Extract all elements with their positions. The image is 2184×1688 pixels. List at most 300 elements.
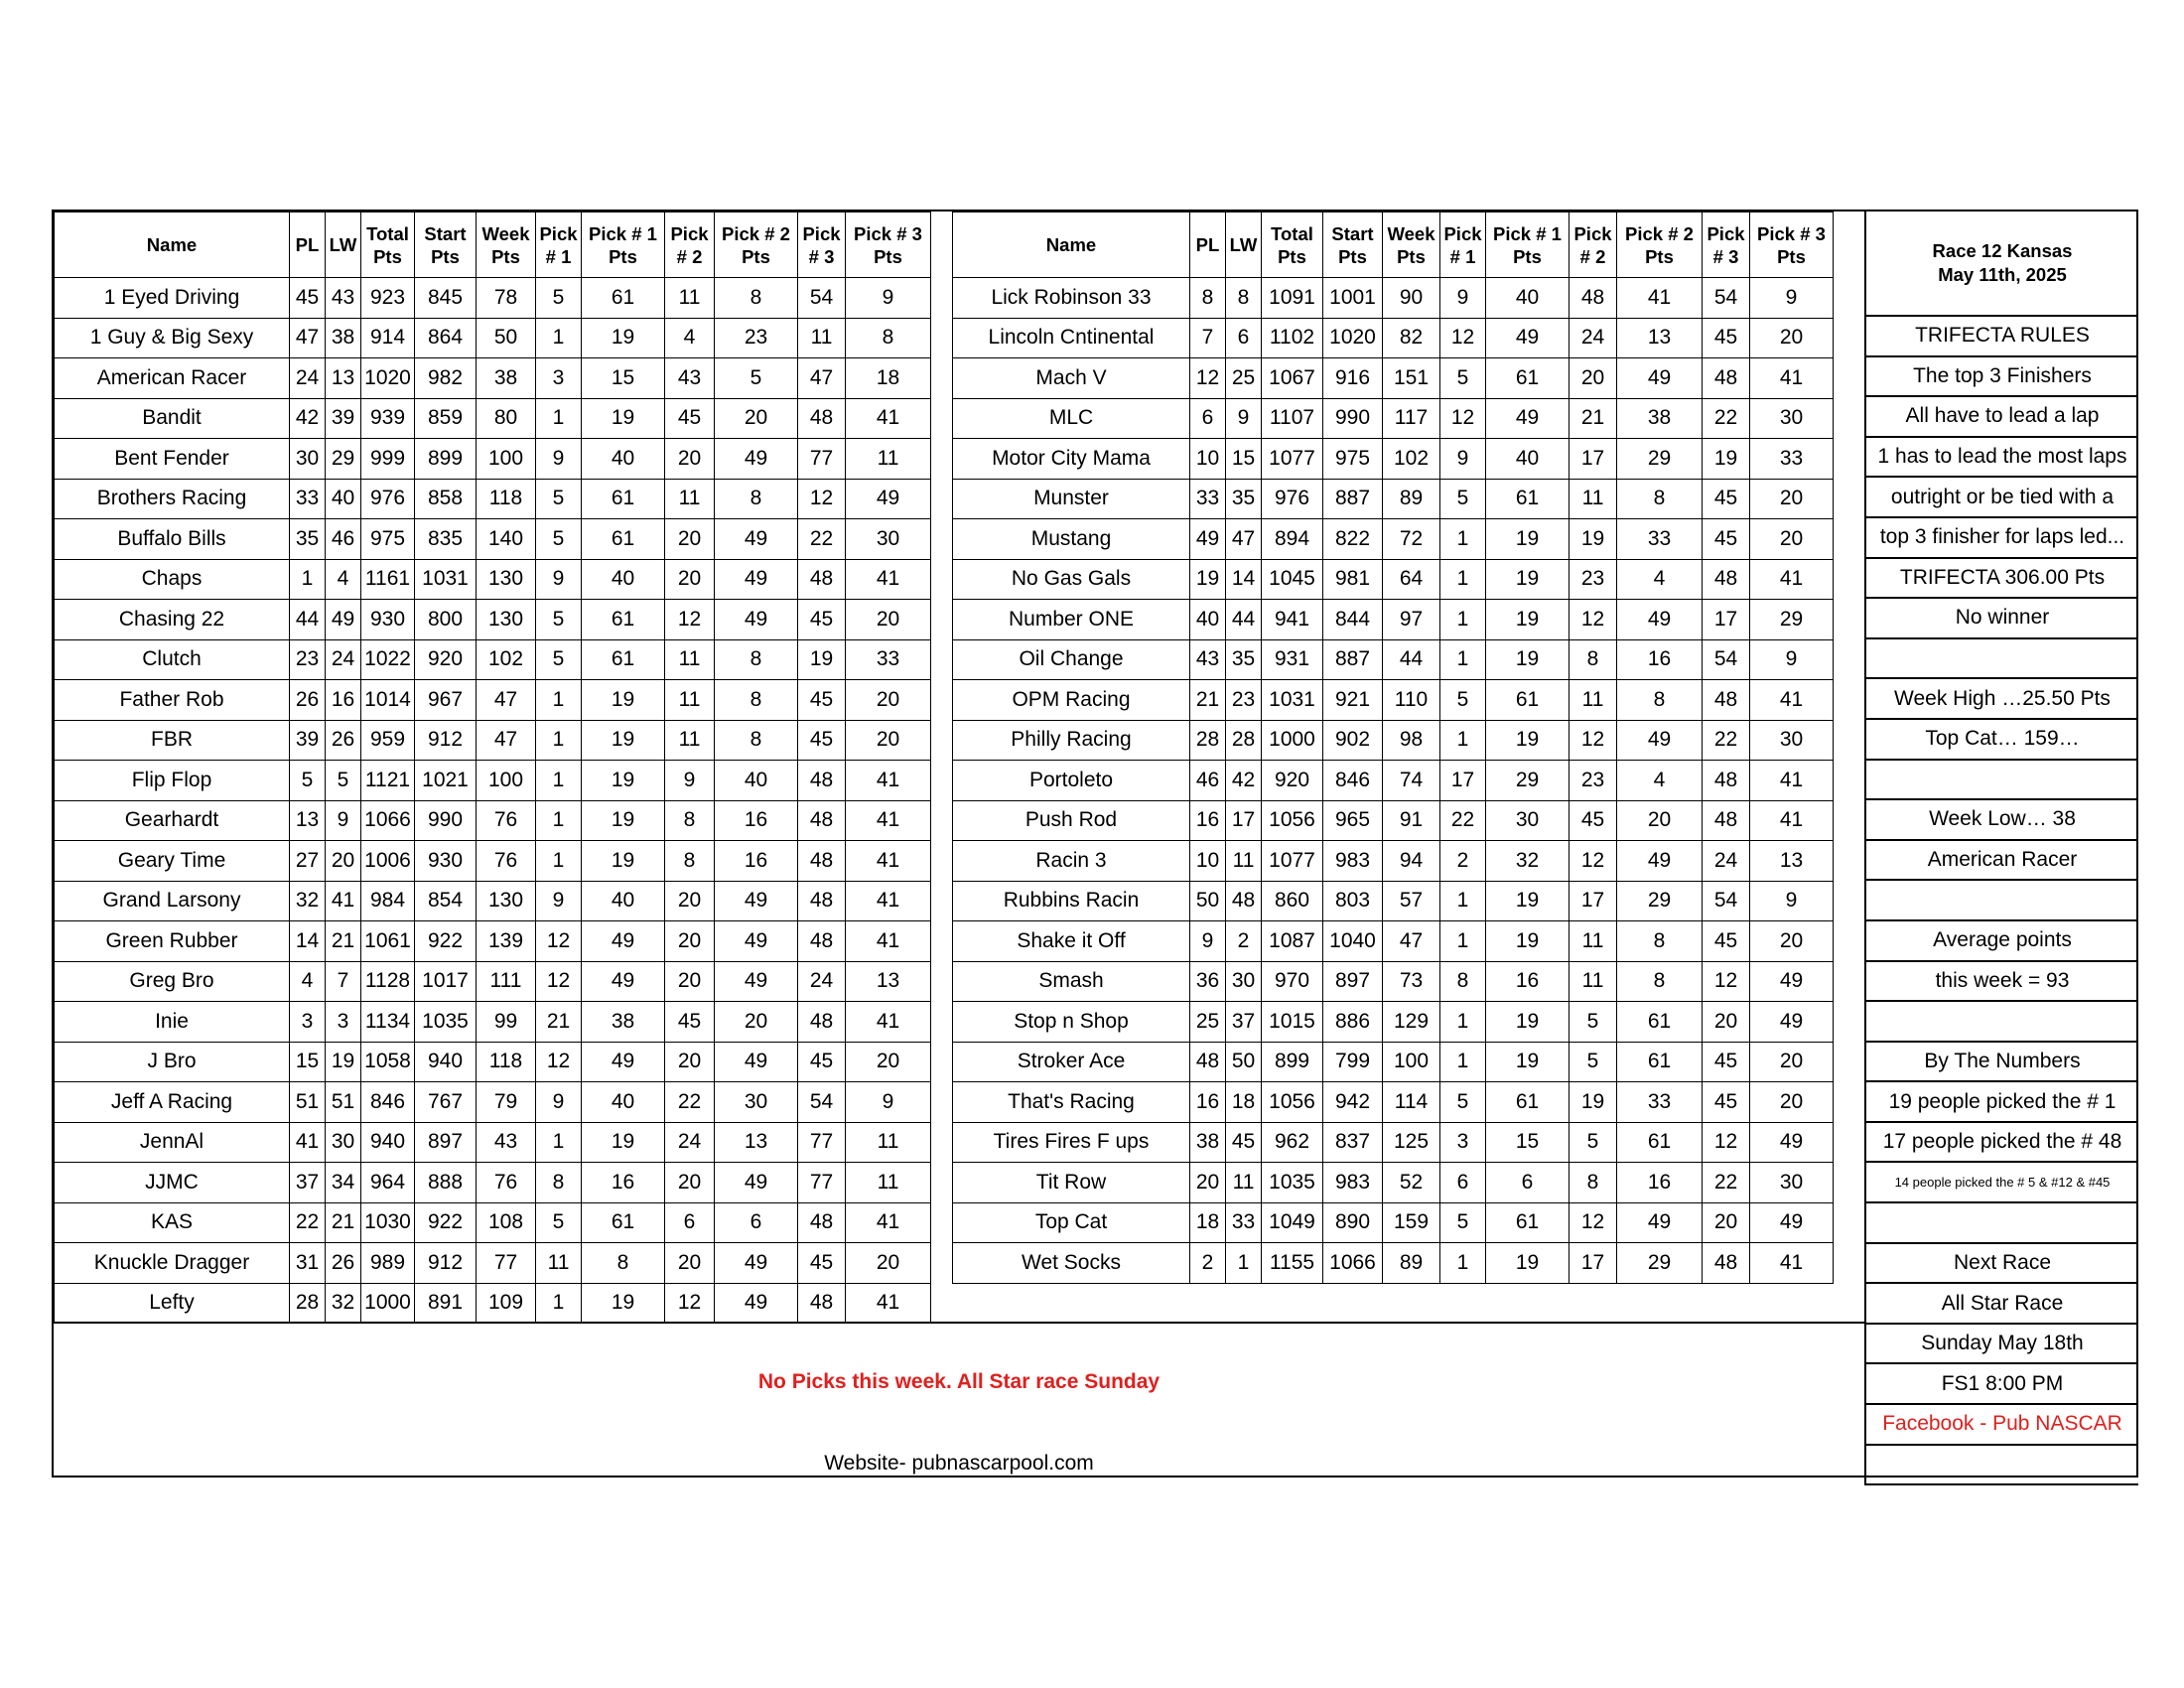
left-cell-pl: 42: [290, 398, 326, 439]
right-cell-pick2pts: 38: [1617, 398, 1703, 439]
left-cell-pick3: 48: [798, 1002, 846, 1043]
left-cell-total: 1022: [361, 639, 415, 680]
table-row: [953, 1002, 1834, 1043]
info-line: By The Numbers: [1864, 1043, 2138, 1083]
table-row: [55, 881, 931, 921]
right-cell-lw: 11: [1226, 1163, 1262, 1203]
right-cell-lw: 25: [1226, 358, 1262, 399]
left-cell-pick3: 45: [798, 1042, 846, 1082]
right-cell-week: 91: [1383, 800, 1440, 841]
left-cell-pick1pts: 40: [582, 881, 665, 921]
right-cell-pick1: 1: [1440, 639, 1486, 680]
right-cell-pick2pts: 4: [1617, 761, 1703, 801]
right-cell-pick2: 17: [1570, 439, 1617, 480]
right-cell-pick1: 1: [1440, 1042, 1486, 1082]
left-cell-start: 967: [415, 680, 477, 721]
right-cell-pick1pts: 19: [1486, 1002, 1570, 1043]
left-cell-pl: 4: [290, 961, 326, 1002]
right-cell-total: 860: [1262, 881, 1323, 921]
left-cell-name: 1 Guy & Big Sexy: [55, 318, 290, 358]
right-cell-pick1: 9: [1440, 278, 1486, 319]
right-cell-name: Munster: [953, 479, 1190, 519]
right-cell-lw: 45: [1226, 1122, 1262, 1163]
left-cell-pl: 28: [290, 1283, 326, 1324]
info-line: The top 3 Finishers: [1864, 357, 2138, 398]
left-cell-lw: 19: [326, 1042, 361, 1082]
right-cell-lw: 6: [1226, 318, 1262, 358]
right-cell-start: 1066: [1323, 1243, 1383, 1284]
right-cell-pick1pts: 61: [1486, 358, 1570, 399]
right-cell-pick1: 1: [1440, 519, 1486, 560]
right-cell-week: 89: [1383, 1243, 1440, 1284]
right-cell-pick2: 24: [1570, 318, 1617, 358]
left-cell-pl: 13: [290, 800, 326, 841]
right-cell-pick3: 12: [1703, 1122, 1750, 1163]
left-cell-name: Clutch: [55, 639, 290, 680]
col-pick1: Pick # 1: [536, 212, 582, 278]
right-cell-pick3: 20: [1703, 1202, 1750, 1243]
left-cell-pick3pts: 11: [846, 1163, 931, 1203]
right-cell-pick1pts: 29: [1486, 761, 1570, 801]
left-cell-pick2: 11: [665, 479, 715, 519]
left-cell-start: 912: [415, 1243, 477, 1284]
right-cell-pick2pts: 8: [1617, 479, 1703, 519]
right-cell-start: 886: [1323, 1002, 1383, 1043]
left-cell-pick2: 6: [665, 1202, 715, 1243]
left-cell-pick3: 11: [798, 318, 846, 358]
right-cell-name: Mach V: [953, 358, 1190, 399]
right-cell-pick2: 12: [1570, 600, 1617, 640]
right-cell-pick3pts: 30: [1750, 720, 1834, 761]
left-cell-total: 930: [361, 600, 415, 640]
right-cell-total: 1067: [1262, 358, 1323, 399]
right-cell-name: Tit Row: [953, 1163, 1190, 1203]
left-cell-pl: 51: [290, 1082, 326, 1123]
left-cell-pl: 3: [290, 1002, 326, 1043]
left-cell-pick1: 8: [536, 1163, 582, 1203]
left-cell-pick1pts: 40: [582, 559, 665, 600]
right-cell-pick2pts: 29: [1617, 1243, 1703, 1284]
right-cell-pick2: 48: [1570, 278, 1617, 319]
right-cell-pick1: 22: [1440, 800, 1486, 841]
left-cell-pl: 44: [290, 600, 326, 640]
table-row: [55, 1202, 931, 1243]
left-cell-pick1pts: 61: [582, 278, 665, 319]
left-cell-pick2: 43: [665, 358, 715, 399]
table-row: [953, 600, 1834, 640]
right-cell-name: Lick Robinson 33: [953, 278, 1190, 319]
right-cell-week: 82: [1383, 318, 1440, 358]
left-cell-week: 139: [477, 921, 536, 962]
left-cell-pick2: 8: [665, 841, 715, 882]
table-row: [953, 479, 1834, 519]
right-cell-pick2pts: 8: [1617, 961, 1703, 1002]
right-cell-start: 921: [1323, 680, 1383, 721]
right-cell-start: 846: [1323, 761, 1383, 801]
left-cell-pick3: 48: [798, 1283, 846, 1324]
info-line: Week Low… 38: [1864, 800, 2138, 841]
col-pick1pts: Pick # 1 Pts: [1486, 212, 1570, 278]
left-cell-pick1pts: 19: [582, 318, 665, 358]
left-cell-pick2: 20: [665, 921, 715, 962]
left-cell-total: 1161: [361, 559, 415, 600]
right-cell-pick2: 11: [1570, 479, 1617, 519]
info-line: TRIFECTA RULES: [1864, 317, 2138, 357]
left-cell-pick2: 12: [665, 1283, 715, 1324]
left-cell-pick1pts: 40: [582, 439, 665, 480]
table-row: [55, 1163, 931, 1203]
info-line: TRIFECTA 306.00 Pts: [1864, 559, 2138, 600]
left-cell-start: 920: [415, 639, 477, 680]
right-cell-pick1: 1: [1440, 600, 1486, 640]
right-cell-pick1pts: 6: [1486, 1163, 1570, 1203]
left-cell-name: Grand Larsony: [55, 881, 290, 921]
right-cell-start: 1020: [1323, 318, 1383, 358]
col-lw: LW: [1226, 212, 1262, 278]
left-cell-week: 76: [477, 1163, 536, 1203]
race-title: Race 12 Kansas: [1932, 240, 2073, 261]
table-row: [953, 559, 1834, 600]
left-cell-pick1pts: 19: [582, 761, 665, 801]
right-cell-pick2pts: 13: [1617, 318, 1703, 358]
right-cell-total: 1077: [1262, 841, 1323, 882]
right-cell-pick2: 12: [1570, 841, 1617, 882]
right-cell-pick3: 48: [1703, 800, 1750, 841]
left-cell-start: 982: [415, 358, 477, 399]
left-cell-pick2: 22: [665, 1082, 715, 1123]
right-cell-pick3pts: 30: [1750, 1163, 1834, 1203]
left-cell-pick1pts: 19: [582, 720, 665, 761]
left-cell-pick2: 20: [665, 519, 715, 560]
left-cell-pick1pts: 19: [582, 1122, 665, 1163]
right-cell-pick1pts: 19: [1486, 881, 1570, 921]
right-cell-pick2pts: 33: [1617, 1082, 1703, 1123]
left-cell-total: 1134: [361, 1002, 415, 1043]
right-cell-lw: 1: [1226, 1243, 1262, 1284]
left-cell-start: 1031: [415, 559, 477, 600]
left-cell-pick1pts: 49: [582, 921, 665, 962]
info-line: Facebook - Pub NASCAR: [1864, 1405, 2138, 1446]
right-cell-lw: 50: [1226, 1042, 1262, 1082]
left-cell-start: 899: [415, 439, 477, 480]
left-cell-pl: 26: [290, 680, 326, 721]
table-row: [953, 1122, 1834, 1163]
right-cell-pick1pts: 16: [1486, 961, 1570, 1002]
right-cell-pick1pts: 40: [1486, 439, 1570, 480]
right-cell-pl: 21: [1190, 680, 1226, 721]
left-cell-pl: 27: [290, 841, 326, 882]
left-cell-name: Chaps: [55, 559, 290, 600]
right-cell-pick2pts: 61: [1617, 1002, 1703, 1043]
left-cell-pick1: 1: [536, 1122, 582, 1163]
left-cell-week: 77: [477, 1243, 536, 1284]
left-cell-total: 940: [361, 1122, 415, 1163]
left-cell-pick3pts: 20: [846, 600, 931, 640]
right-cell-lw: 15: [1226, 439, 1262, 480]
table-row: [55, 1002, 931, 1043]
right-cell-week: 72: [1383, 519, 1440, 560]
left-cell-total: 939: [361, 398, 415, 439]
left-cell-pick3: 45: [798, 600, 846, 640]
right-cell-pick2pts: 33: [1617, 519, 1703, 560]
race-info-panel: [1864, 211, 2138, 1485]
col-total: Total Pts: [1262, 212, 1323, 278]
left-cell-lw: 49: [326, 600, 361, 640]
right-cell-pl: 19: [1190, 559, 1226, 600]
right-cell-total: 1107: [1262, 398, 1323, 439]
right-cell-pick3pts: 13: [1750, 841, 1834, 882]
right-cell-pick1pts: 61: [1486, 1082, 1570, 1123]
left-cell-pick2pts: 16: [715, 800, 798, 841]
right-cell-start: 965: [1323, 800, 1383, 841]
table-row: [55, 519, 931, 560]
left-cell-name: Bent Fender: [55, 439, 290, 480]
left-cell-name: Father Rob: [55, 680, 290, 721]
left-cell-name: 1 Eyed Driving: [55, 278, 290, 319]
left-cell-pick1pts: 19: [582, 1283, 665, 1324]
right-cell-pl: 10: [1190, 841, 1226, 882]
left-cell-lw: 13: [326, 358, 361, 399]
race-date: May 11th, 2025: [1938, 264, 2067, 285]
right-cell-pick3pts: 30: [1750, 398, 1834, 439]
right-cell-pick3pts: 20: [1750, 519, 1834, 560]
info-line: Next Race: [1864, 1244, 2138, 1285]
right-cell-total: 1035: [1262, 1163, 1323, 1203]
left-cell-name: Chasing 22: [55, 600, 290, 640]
table-row: [953, 680, 1834, 721]
table-row: [953, 1243, 1834, 1284]
left-cell-total: 1061: [361, 921, 415, 962]
left-cell-pick2pts: 49: [715, 1283, 798, 1324]
left-cell-lw: 4: [326, 559, 361, 600]
right-cell-week: 159: [1383, 1202, 1440, 1243]
table-row: [953, 439, 1834, 480]
right-cell-lw: 33: [1226, 1202, 1262, 1243]
left-cell-total: 923: [361, 278, 415, 319]
left-cell-pick2pts: 20: [715, 1002, 798, 1043]
left-cell-lw: 26: [326, 1243, 361, 1284]
left-cell-pick2pts: 23: [715, 318, 798, 358]
left-cell-pick1pts: 19: [582, 680, 665, 721]
table-row: [953, 800, 1834, 841]
left-cell-total: 1020: [361, 358, 415, 399]
right-cell-week: 44: [1383, 639, 1440, 680]
left-cell-start: 990: [415, 800, 477, 841]
standings-sheet: [52, 210, 2138, 1477]
left-cell-pick3: 48: [798, 921, 846, 962]
left-cell-pick2pts: 49: [715, 1042, 798, 1082]
info-line: 14 people picked the # 5 & #12 & #45: [1864, 1163, 2138, 1203]
left-cell-pick3pts: 30: [846, 519, 931, 560]
left-cell-week: 80: [477, 398, 536, 439]
left-cell-pick3: 19: [798, 639, 846, 680]
left-cell-pick2: 20: [665, 1163, 715, 1203]
notice-text: No Picks this week. All Star race Sunday: [757, 1370, 1160, 1393]
left-cell-pick2pts: 49: [715, 961, 798, 1002]
col-pick2: Pick # 2: [665, 212, 715, 278]
left-cell-name: Lefty: [55, 1283, 290, 1324]
right-cell-pick2: 8: [1570, 639, 1617, 680]
right-cell-start: 1040: [1323, 921, 1383, 962]
left-cell-pick1pts: 15: [582, 358, 665, 399]
right-cell-pl: 20: [1190, 1163, 1226, 1203]
col-pick2: Pick # 2: [1570, 212, 1617, 278]
right-cell-pick3: 22: [1703, 720, 1750, 761]
left-cell-lw: 21: [326, 1202, 361, 1243]
right-cell-lw: 30: [1226, 961, 1262, 1002]
table-row: [55, 479, 931, 519]
left-cell-pl: 47: [290, 318, 326, 358]
right-cell-name: Oil Change: [953, 639, 1190, 680]
left-cell-pick2: 11: [665, 720, 715, 761]
right-cell-pick3: 48: [1703, 680, 1750, 721]
info-line: [1864, 1446, 2138, 1486]
right-cell-pick3pts: 49: [1750, 961, 1834, 1002]
right-cell-pl: 7: [1190, 318, 1226, 358]
left-cell-start: 912: [415, 720, 477, 761]
right-cell-pick3: 48: [1703, 358, 1750, 399]
right-cell-pl: 38: [1190, 1122, 1226, 1163]
right-cell-lw: 28: [1226, 720, 1262, 761]
left-cell-pick1: 1: [536, 800, 582, 841]
left-cell-start: 859: [415, 398, 477, 439]
left-cell-pick2pts: 49: [715, 600, 798, 640]
left-cell-pick2: 20: [665, 559, 715, 600]
left-cell-week: 111: [477, 961, 536, 1002]
left-cell-pick3pts: 20: [846, 1042, 931, 1082]
right-cell-start: 942: [1323, 1082, 1383, 1123]
left-cell-pick1pts: 40: [582, 1082, 665, 1123]
left-cell-pick1pts: 38: [582, 1002, 665, 1043]
right-cell-week: 73: [1383, 961, 1440, 1002]
left-cell-pick3pts: 41: [846, 1202, 931, 1243]
table-row: [55, 318, 931, 358]
left-cell-pl: 45: [290, 278, 326, 319]
right-cell-pick2pts: 4: [1617, 559, 1703, 600]
right-cell-pick3: 48: [1703, 1243, 1750, 1284]
table-row: [55, 639, 931, 680]
table-row: [953, 841, 1834, 882]
info-line: [1864, 1203, 2138, 1244]
left-cell-pick3pts: 49: [846, 479, 931, 519]
right-cell-pick3pts: 41: [1750, 761, 1834, 801]
right-cell-pick1: 6: [1440, 1163, 1486, 1203]
info-line: [1864, 761, 2138, 801]
right-cell-lw: 37: [1226, 1002, 1262, 1043]
right-cell-total: 1056: [1262, 800, 1323, 841]
right-cell-pick1pts: 61: [1486, 680, 1570, 721]
left-cell-pick1: 11: [536, 1243, 582, 1284]
right-cell-pl: 18: [1190, 1202, 1226, 1243]
left-cell-pick1: 12: [536, 961, 582, 1002]
info-line: outright or be tied with a: [1864, 478, 2138, 518]
right-cell-pl: 9: [1190, 921, 1226, 962]
info-line: [1864, 1002, 2138, 1043]
right-cell-week: 98: [1383, 720, 1440, 761]
right-cell-pl: 8: [1190, 278, 1226, 319]
left-cell-total: 976: [361, 479, 415, 519]
right-cell-pick2pts: 49: [1617, 720, 1703, 761]
right-cell-start: 890: [1323, 1202, 1383, 1243]
left-cell-start: 922: [415, 1202, 477, 1243]
left-cell-pl: 35: [290, 519, 326, 560]
right-cell-lw: 18: [1226, 1082, 1262, 1123]
right-cell-total: 1015: [1262, 1002, 1323, 1043]
left-cell-total: 964: [361, 1163, 415, 1203]
right-cell-pick3pts: 41: [1750, 680, 1834, 721]
left-cell-lw: 7: [326, 961, 361, 1002]
table-row: [953, 720, 1834, 761]
left-cell-pl: 5: [290, 761, 326, 801]
left-cell-pick2: 20: [665, 881, 715, 921]
left-cell-pick2pts: 49: [715, 1243, 798, 1284]
left-cell-lw: 40: [326, 479, 361, 519]
right-cell-pick2: 12: [1570, 1202, 1617, 1243]
right-cell-lw: 35: [1226, 639, 1262, 680]
left-cell-pl: 24: [290, 358, 326, 399]
right-cell-start: 990: [1323, 398, 1383, 439]
left-cell-pick3pts: 41: [846, 1283, 931, 1324]
left-cell-pick1: 1: [536, 841, 582, 882]
table-row: [55, 961, 931, 1002]
table-row: [55, 1283, 931, 1324]
left-cell-start: 854: [415, 881, 477, 921]
right-cell-lw: 8: [1226, 278, 1262, 319]
left-cell-week: 100: [477, 761, 536, 801]
left-cell-week: 130: [477, 559, 536, 600]
right-cell-name: Motor City Mama: [953, 439, 1190, 480]
right-cell-pick2pts: 49: [1617, 1202, 1703, 1243]
right-cell-pick1pts: 32: [1486, 841, 1570, 882]
left-cell-pick2: 9: [665, 761, 715, 801]
col-pl: PL: [290, 212, 326, 278]
left-cell-lw: 3: [326, 1002, 361, 1043]
left-cell-pick1: 5: [536, 519, 582, 560]
left-cell-pick2: 45: [665, 398, 715, 439]
left-cell-pick3pts: 18: [846, 358, 931, 399]
left-cell-total: 914: [361, 318, 415, 358]
right-cell-pick2pts: 8: [1617, 680, 1703, 721]
info-line: Week High …25.50 Pts: [1864, 679, 2138, 720]
left-cell-pl: 23: [290, 639, 326, 680]
left-cell-pick2: 20: [665, 439, 715, 480]
col-pick2pts: Pick # 2 Pts: [715, 212, 798, 278]
right-cell-week: 129: [1383, 1002, 1440, 1043]
right-header-row: [953, 212, 1834, 278]
left-cell-lw: 43: [326, 278, 361, 319]
left-cell-pick3pts: 41: [846, 800, 931, 841]
left-cell-week: 130: [477, 600, 536, 640]
right-cell-total: 1049: [1262, 1202, 1323, 1243]
right-cell-name: Number ONE: [953, 600, 1190, 640]
left-cell-total: 1058: [361, 1042, 415, 1082]
left-cell-pick2pts: 49: [715, 881, 798, 921]
left-cell-total: 1121: [361, 761, 415, 801]
right-cell-start: 844: [1323, 600, 1383, 640]
right-cell-pl: 25: [1190, 1002, 1226, 1043]
left-header-row: [55, 212, 931, 278]
right-cell-start: 887: [1323, 479, 1383, 519]
left-cell-pl: 22: [290, 1202, 326, 1243]
right-cell-pick3: 54: [1703, 278, 1750, 319]
table-row: [55, 358, 931, 399]
left-cell-week: 78: [477, 278, 536, 319]
right-cell-total: 1077: [1262, 439, 1323, 480]
right-cell-pick2: 21: [1570, 398, 1617, 439]
right-cell-pick1: 1: [1440, 720, 1486, 761]
left-cell-pick3pts: 20: [846, 720, 931, 761]
left-cell-total: 975: [361, 519, 415, 560]
